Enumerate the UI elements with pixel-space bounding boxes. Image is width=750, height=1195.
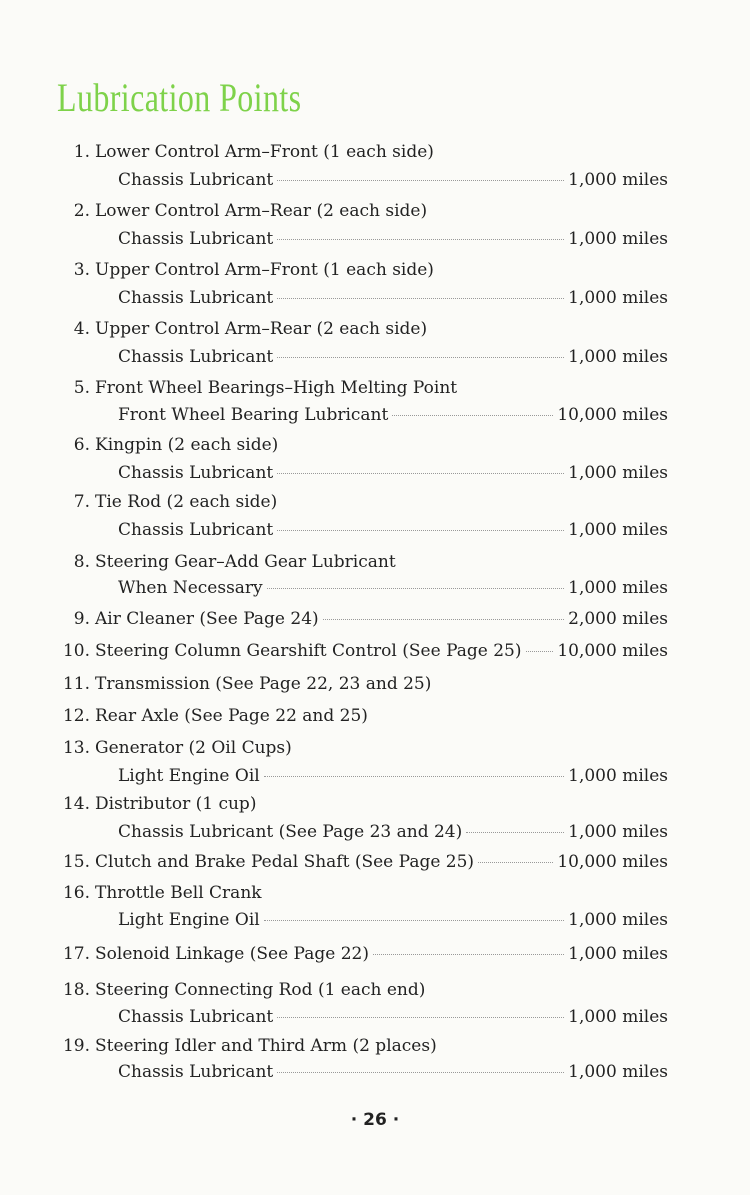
leader-dots: [277, 473, 564, 474]
list-item: [0, 258, 750, 282]
leader-dots: [264, 776, 564, 777]
item-row: [95, 850, 668, 874]
item-number: 9.: [73, 609, 90, 629]
item-heading: Steering Idler and Third Arm (2 places): [95, 1036, 437, 1056]
leader-dots: [526, 651, 554, 652]
list-item-detail: [0, 286, 750, 310]
leader-dots: [264, 920, 564, 921]
leader-dots: [277, 357, 564, 358]
list-item-detail: [0, 1060, 750, 1084]
item-interval: 1,000 miles: [568, 766, 668, 786]
page-title: Lubrication Points: [57, 75, 302, 120]
leader-dots: [478, 862, 553, 863]
item-lubricant: Chassis Lubricant: [118, 520, 274, 540]
item-interval: 10,000 miles: [557, 852, 668, 872]
item-heading: Throttle Bell Crank: [95, 883, 262, 903]
item-number: 14.: [62, 794, 90, 814]
item-interval: 1,000 miles: [568, 578, 668, 598]
item-interval: 1,000 miles: [568, 1007, 668, 1027]
item-row: [118, 286, 668, 310]
item-interval: 1,000 miles: [568, 520, 668, 540]
item-row: [95, 607, 668, 631]
list-item: [0, 792, 750, 816]
item-lubricant: Front Wheel Bearing Lubricant: [118, 405, 389, 425]
list-item-detail: [0, 576, 750, 600]
item-number: 4.: [73, 319, 90, 339]
list-item: [0, 672, 750, 696]
item-heading: Steering Column Gearshift Control (See Page 25): [95, 641, 522, 661]
leader-dots: [392, 415, 553, 416]
item-number: 8.: [73, 552, 90, 572]
item-lubricant: Light Engine Oil: [118, 766, 260, 786]
item-lubricant: Chassis Lubricant: [118, 347, 274, 367]
list-item: [0, 850, 750, 874]
item-number: 1.: [73, 142, 90, 162]
list-item-detail: [0, 345, 750, 369]
item-row: [118, 403, 668, 427]
item-interval: 10,000 miles: [557, 405, 668, 425]
list-item: [0, 942, 750, 966]
list-item: [0, 490, 750, 514]
item-row: [118, 1005, 668, 1029]
item-lubricant: Light Engine Oil: [118, 910, 260, 930]
item-number: 17.: [62, 944, 90, 964]
item-interval: 10,000 miles: [557, 641, 668, 661]
item-heading: Distributor (1 cup): [95, 794, 257, 814]
item-lubricant: Chassis Lubricant: [118, 463, 274, 483]
item-heading: Generator (2 Oil Cups): [95, 738, 292, 758]
item-row: [118, 518, 668, 542]
item-lubricant: Chassis Lubricant (See Page 23 and 24): [118, 822, 463, 842]
list-item: [0, 704, 750, 728]
item-interval: 1,000 miles: [568, 170, 668, 190]
item-heading: Steering Connecting Rod (1 each end): [95, 980, 426, 1000]
item-lubricant: Chassis Lubricant: [118, 288, 274, 308]
item-heading: Steering Gear–Add Gear Lubricant: [95, 552, 396, 572]
list-item-detail: [0, 403, 750, 427]
item-interval: 1,000 miles: [568, 229, 668, 249]
leader-dots: [466, 832, 564, 833]
list-item: [0, 317, 750, 341]
item-interval: 1,000 miles: [568, 288, 668, 308]
item-number: 3.: [73, 260, 90, 280]
item-heading: Lower Control Arm–Rear (2 each side): [95, 201, 428, 221]
item-number: 19.: [62, 1036, 90, 1056]
list-item: [0, 881, 750, 905]
leader-dots: [323, 619, 564, 620]
leader-dots: [277, 239, 564, 240]
list-item: [0, 376, 750, 400]
item-heading: Upper Control Arm–Rear (2 each side): [95, 319, 428, 339]
item-heading: Kingpin (2 each side): [95, 435, 279, 455]
list-item: [0, 199, 750, 223]
item-row: [118, 461, 668, 485]
item-number: 16.: [62, 883, 90, 903]
list-item: [0, 433, 750, 457]
list-item-detail: [0, 820, 750, 844]
list-item: [0, 736, 750, 760]
item-row: [118, 345, 668, 369]
list-item-detail: [0, 168, 750, 192]
list-item: [0, 978, 750, 1002]
list-item: [0, 550, 750, 574]
leader-dots: [277, 1017, 564, 1018]
item-row: [118, 1060, 668, 1084]
list-item-detail: [0, 764, 750, 788]
item-number: 12.: [62, 706, 90, 726]
item-number: 13.: [62, 738, 90, 758]
item-heading: Tie Rod (2 each side): [95, 492, 278, 512]
item-number: 5.: [73, 378, 90, 398]
item-row: [118, 908, 668, 932]
item-interval: 1,000 miles: [568, 822, 668, 842]
list-item-detail: [0, 461, 750, 485]
item-heading: Upper Control Arm–Front (1 each side): [95, 260, 434, 280]
list-item: [0, 140, 750, 164]
item-heading: Air Cleaner (See Page 24): [95, 609, 319, 629]
item-number: 2.: [73, 201, 90, 221]
item-heading: Solenoid Linkage (See Page 22): [95, 944, 369, 964]
page-number: · 26 ·: [350, 1110, 400, 1130]
item-lubricant: Chassis Lubricant: [118, 229, 274, 249]
item-number: 11.: [62, 674, 90, 694]
item-heading: Front Wheel Bearings–High Melting Point: [95, 378, 458, 398]
item-heading: Clutch and Brake Pedal Shaft (See Page 25): [95, 852, 475, 872]
item-interval: 1,000 miles: [568, 347, 668, 367]
item-row: [118, 764, 668, 788]
list-item: [0, 639, 750, 663]
leader-dots: [277, 1072, 564, 1073]
item-lubricant: When Necessary: [118, 578, 263, 598]
item-lubricant: Chassis Lubricant: [118, 170, 274, 190]
item-number: 18.: [62, 980, 90, 1000]
leader-dots: [277, 298, 564, 299]
item-row: [118, 820, 668, 844]
item-interval: 2,000 miles: [568, 609, 668, 629]
leader-dots: [277, 530, 564, 531]
item-heading: Transmission (See Page 22, 23 and 25): [95, 674, 432, 694]
list-item: [0, 1034, 750, 1058]
item-row: [95, 942, 668, 966]
list-item-detail: [0, 1005, 750, 1029]
item-row: [95, 639, 668, 663]
item-interval: 1,000 miles: [568, 463, 668, 483]
item-lubricant: Chassis Lubricant: [118, 1062, 274, 1082]
item-lubricant: Chassis Lubricant: [118, 1007, 274, 1027]
item-row: [118, 576, 668, 600]
item-number: 7.: [73, 492, 90, 512]
item-number: 15.: [62, 852, 90, 872]
item-heading: Rear Axle (See Page 22 and 25): [95, 706, 368, 726]
item-number: 10.: [62, 641, 90, 661]
item-row: [118, 168, 668, 192]
leader-dots: [267, 588, 564, 589]
item-interval: 1,000 miles: [568, 944, 668, 964]
list-item-detail: [0, 518, 750, 542]
leader-dots: [373, 954, 564, 955]
item-interval: 1,000 miles: [568, 910, 668, 930]
list-item-detail: [0, 227, 750, 251]
item-interval: 1,000 miles: [568, 1062, 668, 1082]
list-item: [0, 607, 750, 631]
item-number: 6.: [73, 435, 90, 455]
item-heading: Lower Control Arm–Front (1 each side): [95, 142, 434, 162]
list-item-detail: [0, 908, 750, 932]
leader-dots: [277, 180, 564, 181]
item-row: [118, 227, 668, 251]
